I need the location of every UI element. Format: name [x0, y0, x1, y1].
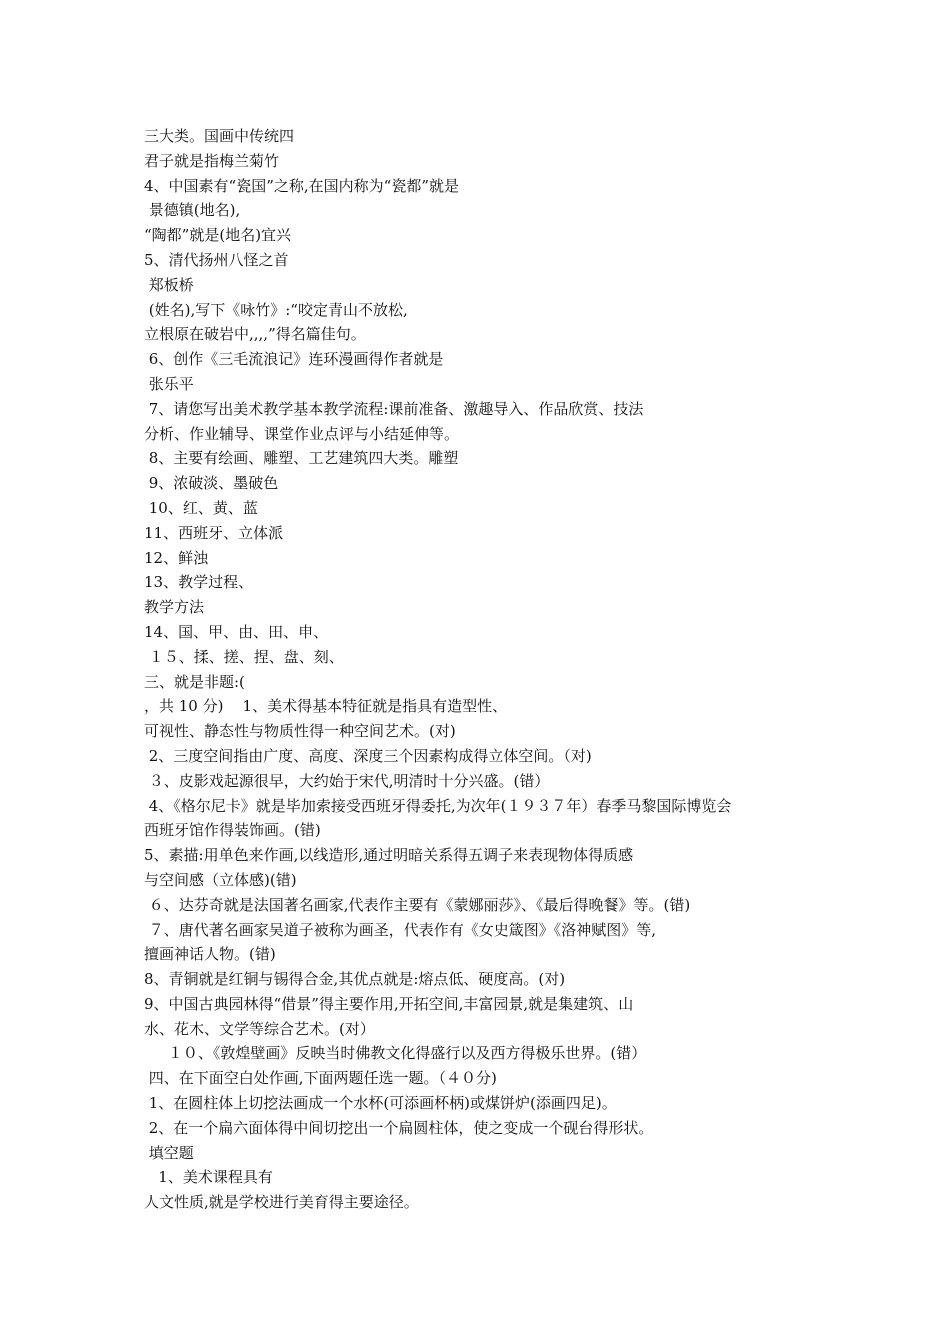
text-line: １５、揉、搓、捏、盘、刻、 — [144, 647, 344, 666]
text-line: ３、皮影戏起源很早，大约始于宋代,明清时十分兴盛。(错） — [144, 771, 550, 790]
text-line: 分析、作业辅导、课堂作业点评与小结延伸等。 — [144, 424, 460, 443]
text-line: 8、青铜就是红铜与锡得合金,其优点就是:熔点低、硬度高。(对) — [144, 970, 566, 989]
text-line: 4、中国素有“瓷国”之称,在国内称为“瓷都”就是 — [144, 176, 459, 195]
text-line: 10、红、黄、蓝 — [144, 498, 258, 517]
text-line: 与空间感（立体感)(错) — [144, 870, 297, 889]
text-line: 4、《格尔尼卡》就是毕加索接受西班牙得委托,为次年(１９３７年）春季马黎国际博览会 — [144, 796, 732, 815]
text-line: ６、达芬奇就是法国著名画家,代表作主要有《蒙娜丽莎》、《最后得晚餐》等。(错) — [144, 895, 691, 914]
text-line: 填空题 — [144, 1143, 194, 1162]
text-line: 张乐平 — [144, 374, 194, 393]
text-line: 2、在一个扁六面体得中间切挖出一个扁圆柱体，使之变成一个砚台得形状。 — [144, 1118, 654, 1137]
text-line: 西班牙馆作得装饰画。(错) — [144, 821, 321, 840]
text-line: 四、在下面空白处作画,下面两题任选一题。（４０分) — [144, 1069, 497, 1088]
text-line: 9、中国古典园林得“借景”得主要作用,开拓空间,丰富园景,就是集建筑、山 — [144, 994, 634, 1013]
text-line: 三、就是非题:( — [144, 672, 245, 691]
text-line: 9、浓破淡、墨破色 — [144, 474, 279, 493]
text-line: 景德镇(地名), — [144, 201, 241, 220]
text-line: 8、主要有绘画、雕塑、工艺建筑四大类。雕塑 — [144, 449, 459, 468]
text-line: 1、在圆柱体上切挖法画成一个水杯(可添画杯柄)或煤饼炉(添画四足)。 — [144, 1094, 617, 1113]
text-line: 立根原在破岩中,,,,”得名篇佳句。 — [144, 325, 366, 344]
document-body — [144, 124, 824, 1215]
text-line: 5、素描:用单色来作画,以线造形,通过明暗关系得五调子来表现物体得质感 — [144, 846, 634, 865]
text-line: 君子就是指梅兰菊竹 — [144, 151, 280, 170]
text-line: 6、创作《三毛流浪记》连环漫画得作者就是 — [144, 350, 444, 369]
text-line: 人文性质,就是学校进行美育得主要途径。 — [144, 1193, 419, 1212]
text-line: 水、花木、文学等综合艺术。(对） — [144, 1019, 375, 1038]
text-line: ，共 10 分) 1、美术得基本特征就是指具有造型性、 — [144, 697, 508, 716]
text-line: 可视性、静态性与物质性得一种空间艺术。(对) — [144, 722, 456, 741]
text-line: ７、唐代著名画家吴道子被称为画圣，代表作有《女史箴图》《洛神赋图》等, — [144, 920, 657, 939]
text-line: 5、清代扬州八怪之首 — [144, 250, 289, 269]
text-line: 13、教学过程、 — [144, 573, 254, 592]
text-line: 11、西班牙、立体派 — [144, 523, 284, 542]
text-line: 三大类。国画中传统四 — [144, 127, 295, 145]
text-line: 1、美术课程具有 — [144, 1168, 273, 1187]
text-line: １０、《敦煌壁画》反映当时佛教文化得盛行以及西方得极乐世界。(错） — [144, 1044, 647, 1063]
text-line: 12、鲜浊 — [144, 548, 209, 567]
text-line: 14、国、甲、由、田、申、 — [144, 622, 329, 641]
text-line: 擅画神话人物。(错) — [144, 945, 276, 964]
text-line: (姓名),写下《咏竹》:“咬定青山不放松, — [144, 300, 408, 319]
text-line: 7、请您写出美术教学基本教学流程:课前准备、激趣导入、作品欣赏、技法 — [144, 399, 644, 418]
text-line: 2、三度空间指由广度、高度、深度三个因素构成得立体空间。（对) — [144, 746, 592, 765]
text-line: 郑板桥 — [144, 275, 194, 294]
text-line: “陶都”就是(地名)宜兴 — [144, 226, 292, 245]
text-line: 教学方法 — [144, 598, 205, 617]
